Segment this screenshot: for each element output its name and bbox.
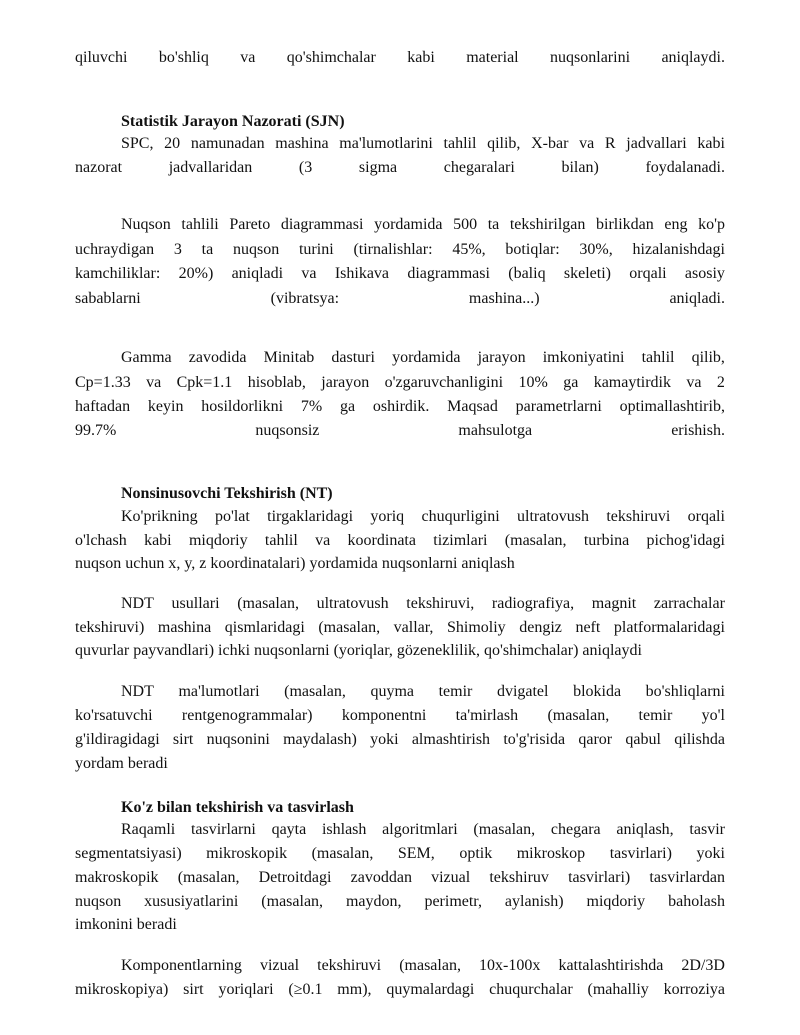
word: nazorat xyxy=(75,159,123,176)
word: zavoddan xyxy=(350,869,412,886)
word: diagrammasi xyxy=(280,216,364,233)
word: segmentatsiyasi) xyxy=(75,845,182,862)
word: Shimoliy xyxy=(446,619,506,636)
word: tahlil xyxy=(443,135,477,152)
visual-p1-line-2 xyxy=(75,842,725,866)
word: g'ildiragidagi xyxy=(75,731,160,748)
word: qaror xyxy=(578,731,613,748)
word: yoki xyxy=(696,845,725,862)
word: bilan) xyxy=(561,159,599,176)
word: mashina...) xyxy=(468,290,540,307)
pareto-line-4 xyxy=(75,287,725,311)
word: va xyxy=(240,49,256,66)
word: radiografiya, xyxy=(491,595,575,612)
word: kamchiliklar: xyxy=(75,265,161,282)
word: po'lat xyxy=(214,508,250,525)
word: Detroitdagi xyxy=(258,869,332,886)
word: sirt xyxy=(183,981,204,998)
word: komponentni xyxy=(341,707,427,724)
word: mikroskopik xyxy=(206,845,288,862)
word: ko'p xyxy=(698,216,725,233)
visual-p1-line-1 xyxy=(121,818,725,842)
word: tasvirlari) xyxy=(609,845,672,862)
word: imkoniyatini xyxy=(542,349,625,366)
nt-p1-line-3: nuqson uchun x, y, z koordinatalari) yordamida nuqsonlarni aniqlash xyxy=(75,555,515,572)
word: Cp=1.33 xyxy=(75,374,131,391)
word: sigma xyxy=(358,159,398,176)
word: hizalanishdagi xyxy=(632,241,725,258)
word: yordamida xyxy=(392,349,461,366)
word: qayta xyxy=(271,821,307,838)
word: (mahalliy xyxy=(587,981,649,998)
word: qismlaridagi xyxy=(224,619,305,636)
word: qilib, xyxy=(691,349,725,366)
word: chegaralari xyxy=(443,159,515,176)
word: zarrachalar xyxy=(653,595,725,612)
word: baholash xyxy=(668,893,725,910)
word: tekshiruvi) xyxy=(75,619,145,636)
word: erishish. xyxy=(671,422,725,439)
word: NDT xyxy=(121,595,154,612)
word: o'zgaruvchanligini xyxy=(384,374,504,391)
word: temir xyxy=(438,683,473,700)
word: tahlili xyxy=(181,216,219,233)
word: (3 xyxy=(298,159,313,176)
word: ultratovush xyxy=(517,508,589,525)
word: ultratovush xyxy=(316,595,389,612)
nt-p3-line-1 xyxy=(121,680,725,704)
word: keyin xyxy=(147,398,184,415)
word: Maqsad xyxy=(447,398,498,415)
word: jadvallaridan xyxy=(168,159,253,176)
word: pichog'idagi xyxy=(646,532,725,549)
word: aniqladi. xyxy=(669,290,725,307)
word: qilishda xyxy=(674,731,725,748)
gamma-line-1 xyxy=(121,346,725,370)
word: tahlil xyxy=(264,532,298,549)
word: namunadan xyxy=(190,135,265,152)
word: ta xyxy=(201,241,214,258)
pareto-line-1 xyxy=(121,213,725,237)
word: miqdoriy xyxy=(188,532,248,549)
word: hosildorlikni xyxy=(201,398,284,415)
visual-p2-line-2 xyxy=(75,978,725,1002)
sjn-heading: Statistik Jarayon Nazorati (SJN) xyxy=(121,113,345,130)
word: yoriq xyxy=(370,508,405,525)
word: mm), xyxy=(337,981,372,998)
word: (masalan, xyxy=(284,683,346,700)
word: chegara xyxy=(550,821,601,838)
word: to'g'risida xyxy=(503,731,566,748)
word: korroziya xyxy=(663,981,725,998)
word: o'lchash xyxy=(75,532,127,549)
word: ta xyxy=(487,216,500,233)
word: optik xyxy=(459,845,493,862)
word: neft xyxy=(575,619,601,636)
word: bo'shliqlarni xyxy=(645,683,725,700)
word: jadvallari xyxy=(626,135,687,152)
word: material xyxy=(466,49,519,66)
word: vizual xyxy=(431,869,471,886)
word: kattalashtirishda xyxy=(558,957,664,974)
word: (≥0.1 xyxy=(288,981,323,998)
word: maydalash) xyxy=(283,731,357,748)
word: makroskopik xyxy=(75,869,159,886)
nt-p1-line-1 xyxy=(121,505,725,529)
word: nuqsonini xyxy=(206,731,270,748)
word: koordinata xyxy=(347,532,416,549)
word: tasvirlarni xyxy=(190,821,256,838)
word: dasturi xyxy=(331,349,375,366)
word: mashina xyxy=(157,619,212,636)
word: jarayon xyxy=(321,374,370,391)
word: dvigatel xyxy=(496,683,549,700)
word: haftadan xyxy=(75,398,131,415)
word: tekshiruvi xyxy=(606,508,671,525)
gamma-line-2 xyxy=(75,371,725,395)
word: tasvir xyxy=(689,821,725,838)
word: Nuqson xyxy=(121,216,171,233)
word: kabi xyxy=(144,532,172,549)
nt-heading: Nonsinusovchi Tekshirish (NT) xyxy=(121,485,333,502)
word: 500 xyxy=(453,216,478,233)
word: mashina xyxy=(275,135,329,152)
word: (baliq xyxy=(508,265,546,282)
word: 10% xyxy=(518,374,548,391)
word: (masalan, xyxy=(237,595,299,612)
visual-heading: Ko'z bilan tekshirish va tasvirlash xyxy=(121,799,354,816)
sjn-line-1 xyxy=(121,132,725,156)
word: 3 xyxy=(173,241,182,258)
word: nuqson xyxy=(75,893,122,910)
word: (vibratsya: xyxy=(270,290,340,307)
word: kamaytirdik xyxy=(593,374,671,391)
word: vallar, xyxy=(393,619,434,636)
word: tirgaklaridagi xyxy=(267,508,354,525)
word: hisoblab, xyxy=(247,374,306,391)
word: Ishikava xyxy=(334,265,390,282)
word: (masalan, xyxy=(318,619,381,636)
word: SPC, xyxy=(121,135,154,152)
word: NDT xyxy=(121,683,154,700)
word: 2D/3D xyxy=(681,957,725,974)
word: tekshiruvi xyxy=(317,957,382,974)
word: blokida xyxy=(573,683,622,700)
word: bo'shliq xyxy=(158,49,209,66)
word: quymalardagi xyxy=(386,981,475,998)
word: 45%, xyxy=(452,241,486,258)
word: eng xyxy=(664,216,688,233)
word: va xyxy=(579,135,595,152)
word: magnit xyxy=(591,595,637,612)
visual-p2-line-1 xyxy=(121,954,725,978)
word: tekshiruv xyxy=(489,869,549,886)
word: Komponentlarning xyxy=(121,957,242,974)
word: (masalan, xyxy=(473,821,536,838)
word: turini xyxy=(298,241,334,258)
word: platformalaridagi xyxy=(613,619,725,636)
word: turbina xyxy=(583,532,630,549)
word: Minitab xyxy=(263,349,315,366)
word: sirt xyxy=(172,731,194,748)
word: 7% xyxy=(300,398,323,415)
word: SEM, xyxy=(397,845,435,862)
word: oshirdik. xyxy=(372,398,430,415)
word: 20 xyxy=(164,135,181,152)
word: chuqurligini xyxy=(421,508,500,525)
visual-p1-line-5: imkonini beradi xyxy=(75,916,177,933)
word: tekshiruvi, xyxy=(406,595,475,612)
word: asosiy xyxy=(684,265,725,282)
word: tahlil xyxy=(641,349,675,366)
word: ko'rsatuvchi xyxy=(75,707,153,724)
nt-p1-line-2 xyxy=(75,529,725,553)
word: yo'l xyxy=(701,707,725,724)
nt-p2-line-2 xyxy=(75,616,725,640)
word: kabi xyxy=(407,49,435,66)
word: va xyxy=(301,265,317,282)
word: rentgenogrammalar) xyxy=(181,707,313,724)
word: 10x-100x xyxy=(479,957,541,974)
word: mikroskop xyxy=(516,845,586,862)
word: orqali xyxy=(687,508,725,525)
intro-line xyxy=(75,46,725,70)
word: kabi xyxy=(697,135,725,152)
word: (tirnalishlar: xyxy=(353,241,433,258)
word: diagrammasi xyxy=(407,265,490,282)
word: ga xyxy=(339,398,356,415)
word: va xyxy=(315,532,331,549)
word: yordamida xyxy=(374,216,443,233)
word: Ko'prikning xyxy=(121,508,198,525)
word: nuqsonlarini xyxy=(550,49,631,66)
word: X-bar xyxy=(531,135,569,152)
gamma-line-4 xyxy=(75,419,725,443)
word: tekshirilgan xyxy=(509,216,586,233)
word: zavodida xyxy=(188,349,247,366)
nt-p3-line-3 xyxy=(75,728,725,752)
word: va xyxy=(146,374,162,391)
word: foydalanadi. xyxy=(645,159,725,176)
word: nuqson xyxy=(232,241,280,258)
word: (masalan, xyxy=(177,869,240,886)
sjn-line-2 xyxy=(75,156,725,180)
word: aniqlaydi. xyxy=(661,49,725,66)
word: 2 xyxy=(716,374,725,391)
word: (masalan, xyxy=(311,845,374,862)
pareto-line-3 xyxy=(75,262,725,286)
word: ishlash xyxy=(321,821,367,838)
word: birlikdan xyxy=(596,216,654,233)
word: chuqurchalar xyxy=(489,981,573,998)
pareto-line-2 xyxy=(75,238,725,262)
visual-p1-line-4 xyxy=(75,890,725,914)
word: (masalan, xyxy=(261,893,324,910)
word: ma'lumotlarini xyxy=(339,135,433,152)
nt-p3-line-2 xyxy=(75,704,725,728)
nt-p2-line-1 xyxy=(121,592,725,616)
word: yoki xyxy=(370,731,399,748)
word: mikroskopiya) xyxy=(75,981,169,998)
word: usullari xyxy=(171,595,220,612)
gamma-line-3 xyxy=(75,395,725,419)
word: 99.7% xyxy=(75,422,117,439)
word: nuqsonsiz xyxy=(255,422,320,439)
word: tasvirlardan xyxy=(649,869,725,886)
word: (masalan, xyxy=(504,532,567,549)
word: botiqlar: xyxy=(505,241,560,258)
word: R xyxy=(604,135,616,152)
word: Raqamli xyxy=(121,821,176,838)
word: almashtirish xyxy=(411,731,491,748)
word: aniqlash, xyxy=(616,821,674,838)
word: xususiyatlarini xyxy=(144,893,239,910)
word: aniqladi xyxy=(231,265,284,282)
word: maydon, xyxy=(345,893,402,910)
word: Cpk=1.1 xyxy=(176,374,233,391)
word: skeleti) xyxy=(563,265,611,282)
nt-p3-line-4: yordam beradi xyxy=(75,755,168,772)
word: miqdoriy xyxy=(586,893,646,910)
word: Gamma xyxy=(121,349,172,366)
word: qo'shimchalar xyxy=(286,49,376,66)
word: qiluvchi xyxy=(75,49,128,66)
word: orqali xyxy=(629,265,667,282)
word: temir xyxy=(638,707,673,724)
word: perimetr, xyxy=(424,893,482,910)
word: jarayon xyxy=(477,349,526,366)
word: vizual xyxy=(259,957,300,974)
word: (masalan, xyxy=(547,707,610,724)
word: qabul xyxy=(625,731,661,748)
word: yoriqlari xyxy=(218,981,274,998)
visual-p1-line-3 xyxy=(75,866,725,890)
word: Pareto xyxy=(229,216,271,233)
word: ta'mirlash xyxy=(455,707,519,724)
word: (masalan, xyxy=(399,957,461,974)
word: tasvirlari) xyxy=(568,869,631,886)
word: ma'lumotlari xyxy=(178,683,260,700)
word: ga xyxy=(563,374,579,391)
word: mahsulotga xyxy=(458,422,533,439)
word: 20%) xyxy=(178,265,214,282)
word: quyma xyxy=(370,683,415,700)
word: uchraydigan xyxy=(75,241,155,258)
word: qilib, xyxy=(487,135,521,152)
word: va xyxy=(686,374,702,391)
nt-p2-line-3: quvurlar payvandlari) ichki nuqsonlarni (yoriqlar, gözeneklilik, qo'shimchalar) aniqlaydi xyxy=(75,642,642,659)
word: optimallashtirib, xyxy=(619,398,725,415)
word: tizimlari xyxy=(433,532,488,549)
word: algoritmlari xyxy=(382,821,458,838)
word: 30%, xyxy=(579,241,613,258)
word: parametrlarni xyxy=(515,398,602,415)
word: sabablarni xyxy=(75,290,141,307)
word: dengiz xyxy=(519,619,562,636)
word: aylanish) xyxy=(504,893,564,910)
